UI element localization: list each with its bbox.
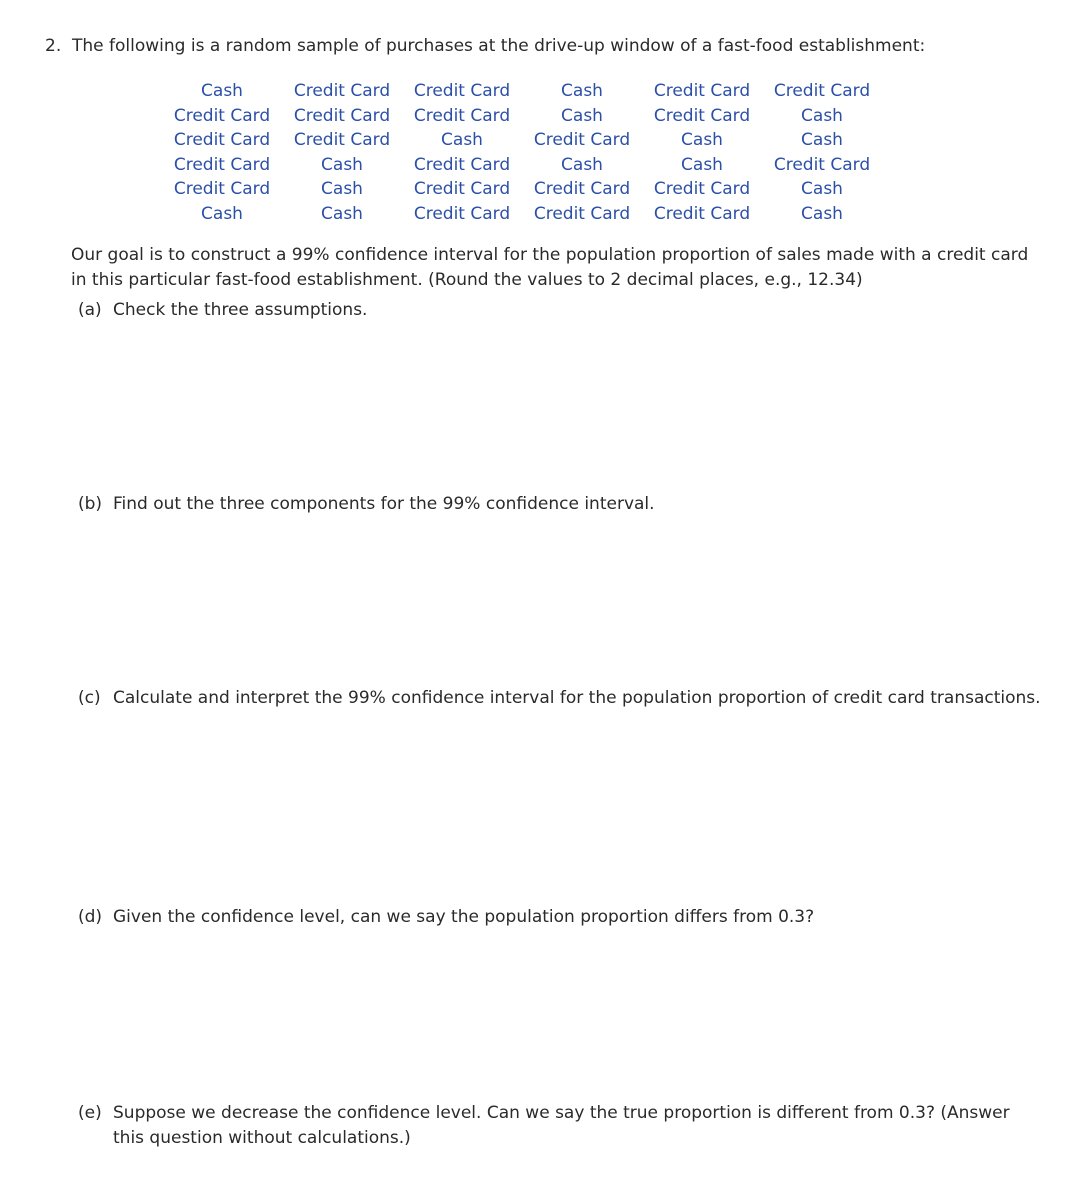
part-label: (b) — [78, 494, 103, 514]
table-cell: Credit Card — [173, 179, 271, 199]
table-cell: Cash — [201, 81, 243, 101]
table-cell: Cash — [801, 130, 843, 150]
part-d — [78, 907, 814, 927]
table-cell: Credit Card — [533, 203, 631, 224]
table-cell: Cash — [801, 105, 843, 126]
table-cell: Cash — [561, 81, 603, 101]
table-cell: Credit Card — [413, 154, 511, 175]
table-cell: Credit Card — [413, 81, 511, 101]
table-row — [162, 178, 882, 203]
table-cell: Cash — [681, 130, 723, 150]
purchase-table — [162, 80, 882, 227]
table-cell: Cash — [441, 130, 483, 150]
part-text: Given the confidence level, can we say the population proportion differs from 0.3? — [113, 907, 815, 927]
part-label: (c) — [78, 688, 101, 708]
table-cell: Cash — [201, 203, 243, 224]
table-cell: Credit Card — [653, 179, 751, 199]
table-cell: Credit Card — [413, 105, 511, 126]
part-text: Find out the three components for the 99% confidence interval. — [113, 494, 655, 514]
part-a — [78, 300, 367, 320]
table-cell: Credit Card — [293, 130, 391, 150]
table-cell: Credit Card — [773, 81, 871, 101]
table-cell: Cash — [561, 154, 603, 175]
table-cell: Credit Card — [653, 203, 751, 224]
table-cell: Cash — [801, 203, 843, 224]
table-cell: Credit Card — [173, 105, 271, 126]
table-row — [162, 203, 882, 228]
table-cell: Credit Card — [533, 179, 631, 199]
table-cell: Credit Card — [413, 203, 511, 224]
table-row — [162, 129, 882, 154]
part-label: (d) — [78, 907, 103, 927]
table-cell: Credit Card — [773, 154, 871, 175]
table-cell: Credit Card — [173, 154, 271, 175]
table-cell: Credit Card — [653, 105, 751, 126]
part-text: Calculate and interpret the 99% confidence interval for the population proportion of credit card transactions. — [113, 688, 1041, 708]
table-row — [162, 154, 882, 179]
part-label: (a) — [78, 300, 102, 320]
table-cell: Credit Card — [413, 179, 511, 199]
table-cell: Credit Card — [533, 130, 631, 150]
table-cell: Cash — [801, 179, 843, 199]
part-text: Suppose we decrease the confidence level. Can we say the true proportion is different from 0.3? (Answer this question without calculations.) — [113, 1103, 1010, 1148]
table-cell: Credit Card — [293, 81, 391, 101]
table-cell: Credit Card — [653, 81, 751, 101]
table-cell: Cash — [321, 203, 363, 224]
question-intro: The following is a random sample of purchases at the drive-up window of a fast-food establishment: — [72, 36, 926, 56]
part-label: (e) — [78, 1103, 102, 1123]
table-cell: Cash — [561, 105, 603, 126]
part-text: Check the three assumptions. — [113, 300, 368, 320]
table-cell: Credit Card — [173, 130, 271, 150]
table-row — [162, 80, 882, 105]
part-c — [78, 688, 1041, 708]
question-number: 2. — [45, 36, 62, 56]
table-cell: Cash — [681, 154, 723, 175]
part-b — [78, 494, 655, 514]
table-cell: Cash — [321, 154, 363, 175]
table-row — [162, 105, 882, 130]
table-cell: Cash — [321, 179, 363, 199]
table-cell: Credit Card — [293, 105, 391, 126]
goal-statement: Our goal is to construct a 99% confidence interval for the population proportion of sales made with a credit card in this particular fast-food establishment. (Round the values to 2 decimal places, e.g., 12.34) — [71, 245, 1029, 290]
